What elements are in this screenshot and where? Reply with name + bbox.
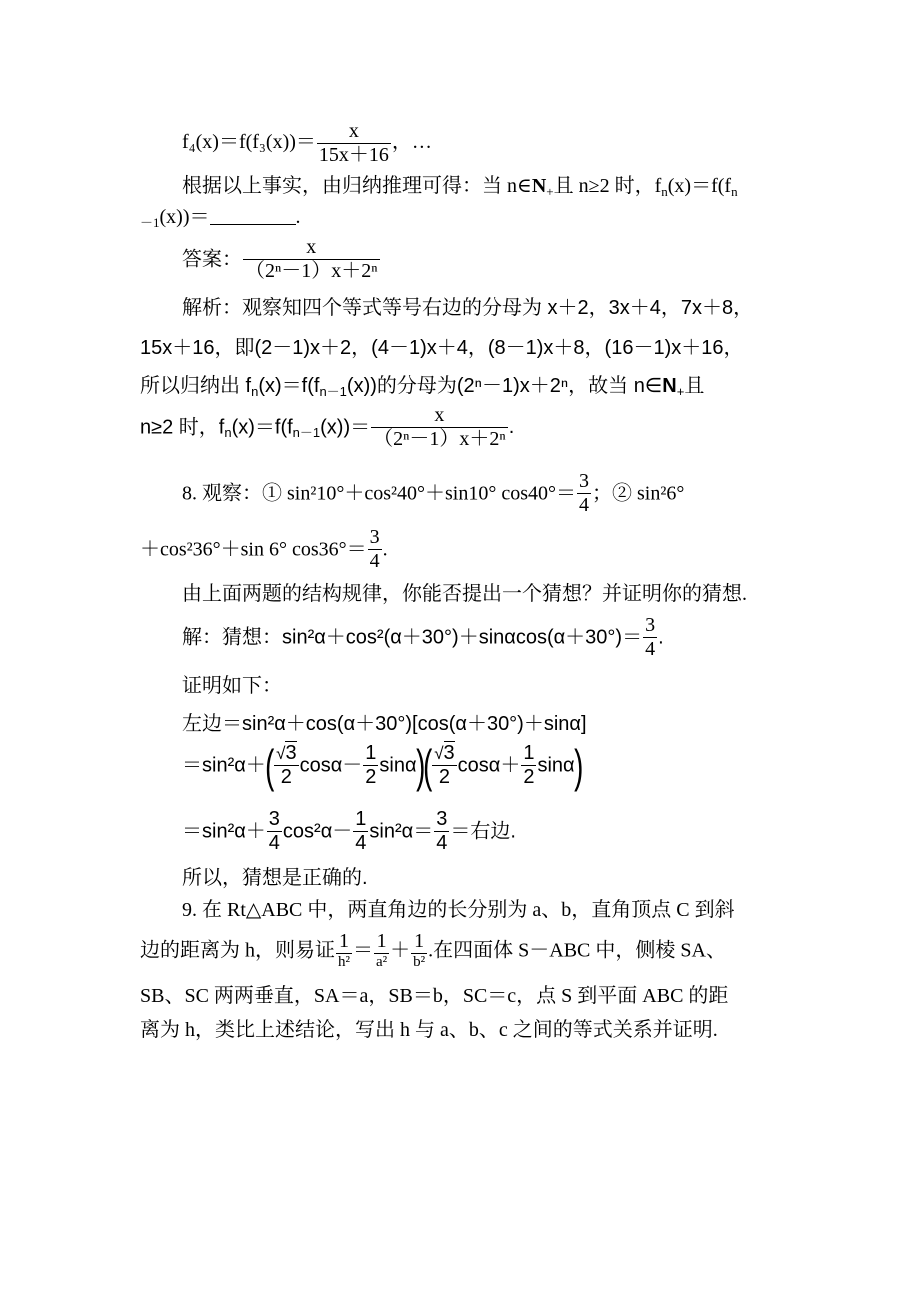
sqrt-3: √3: [276, 742, 297, 764]
answer-label: 答案：: [182, 248, 242, 271]
question-line-2: $_{-1}$(x))＝ .: [140, 206, 301, 230]
problem-9-line-4: 离为 h，类比上述结论，写出 h 与 a、b、c 之间的等式关系并证明.: [140, 1019, 718, 1041]
proof-line-1: 左边＝sin²α＋cos(α＋30°)[cos(α＋30°)＋sinα]: [182, 713, 587, 735]
analysis-line-1: 解析：观察知四个等式等号右边的分母为 x＋2，3x＋4，7x＋8，: [182, 297, 754, 319]
problem-8-question: 由上面两题的结构规律，你能否提出一个猜想？并证明你的猜想.: [182, 583, 747, 605]
problem-9-line-2: 边的距离为 h，则易证 $\frac{1}{\text{h²}}$ ＝ $\frac{1}{\text{a²}}$ ＋ $\frac{1}{\text{b²}}$ .在四面体 S－ABC 中，侧棱 SA、: [140, 930, 726, 970]
proof-line-2: ＝sin²α＋( $\frac{√3}{2}$ cosα－ $\frac{1}{2}$ sinα)( $\frac{√3}{2}$ cosα＋ $\frac{1}{2}$ sinα): [182, 739, 583, 792]
problem-8-line-1: 8. 观察：① sin²10°＋cos²40°＋sin10° cos40°＝ $\frac{3}{4}$ ；② sin²6°: [182, 470, 685, 516]
answer-fraction: $\frac{x}{\text{（2ⁿ－1）x＋2ⁿ}}$: [245, 236, 378, 282]
proof-line-3: ＝sin²α＋ $\frac{3}{4}$ cos²α－ $\frac{1}{4}$ sin²α＝ $\frac{3}{4}$ ＝右边.: [182, 808, 516, 854]
problem-8-line-2: ＋cos²36°＋sin 6° cos36°＝ $\frac{3}{4}$ .: [140, 526, 388, 572]
problem-9-line-1: 9. 在 Rt△ABC 中，两直角边的长分别为 a、b，直角顶点 C 到斜: [182, 899, 735, 921]
f4-lhs: f₄(x)＝f(f₃(x))＝: [182, 131, 316, 154]
analysis-line-4: n≥2 时，$f_n(x)=f(f_{n-1}(x))=$ $\frac{x}{\text{（2ⁿ－1）x＋2ⁿ}}$ .: [140, 404, 515, 450]
solution-line: 解：猜想：sin²α＋cos²(α＋30°)＋sinαcos(α＋30°)＝ $\frac{3}{4}$ .: [182, 614, 664, 660]
question-line-1: 根据以上事实，由归纳推理可得：当 $n\in N_+$且 n≥2 时，$f_n(x)=f(f_n$: [182, 175, 738, 199]
proof-title: 证明如下：: [182, 675, 282, 697]
analysis-line-3: 所以归纳出 $f_n(x)=f(f_{n-1}(x))$的分母为(2ⁿ－1)x＋2ⁿ，故当 $n\in N_+$且: [140, 375, 705, 399]
conclusion-line: 所以，猜想是正确的.: [182, 867, 368, 889]
analysis-fraction: $\frac{x}{\text{（2ⁿ－1）x＋2ⁿ}}$: [373, 404, 506, 450]
problem-9-line-3: SB、SC 两两垂直，SA＝a，SB＝b，SC＝c，点 S 到平面 ABC 的距: [140, 985, 729, 1007]
f4-equation: f₄(x)＝f(f₃(x))＝ $\frac{x}{15x+16}$ ，…: [182, 120, 432, 166]
answer-blank: [210, 224, 296, 225]
answer-line: [182, 236, 381, 283]
f4-fraction: $\frac{x}{15x+16}$: [318, 120, 389, 166]
analysis-line-2: 15x＋16，即(2－1)x＋2，(4－1)x＋4，(8－1)x＋8，(16－1)x＋16，: [140, 337, 744, 359]
